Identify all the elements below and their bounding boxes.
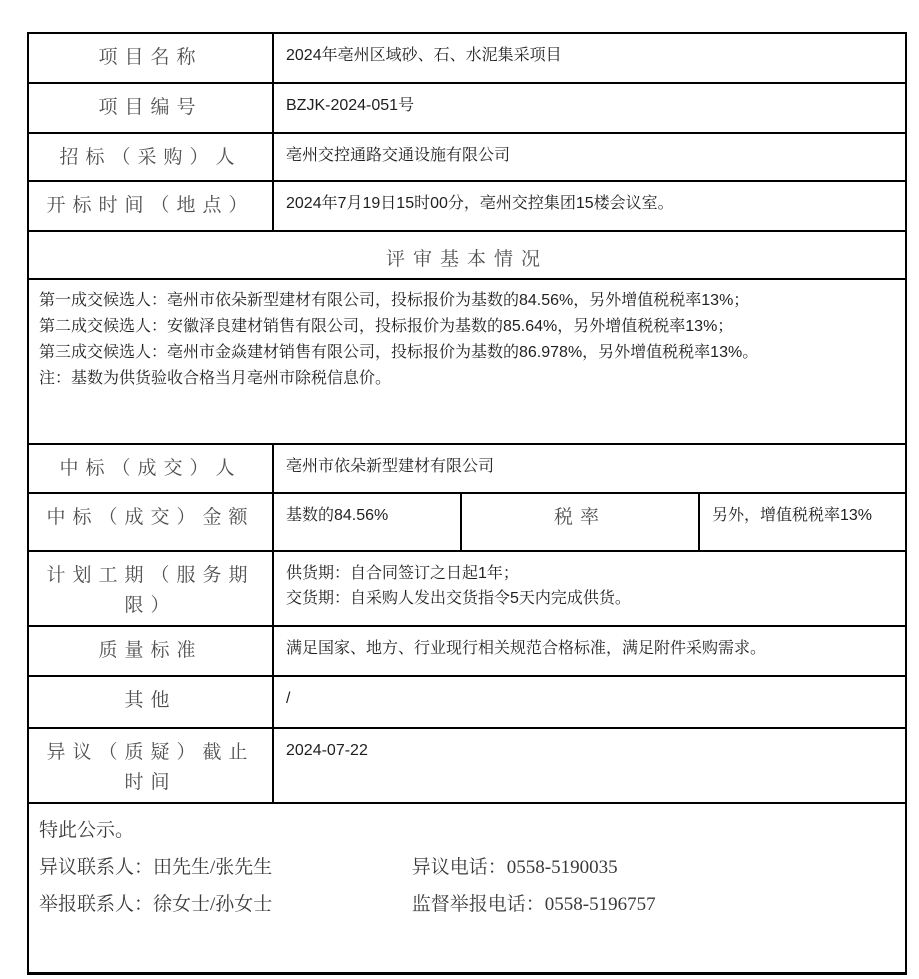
objection-contact-line (39, 849, 895, 886)
schedule-label: 计划工期（服务期限） (28, 551, 273, 626)
objection-deadline-value: 2024-07-22 (273, 728, 906, 803)
schedule-value (273, 551, 906, 626)
report-phone: 监督举报电话：0558-5196757 (411, 894, 656, 915)
row-review-header (28, 231, 906, 279)
objection-phone: 异议电话：0558-5190035 (411, 857, 618, 878)
tax-rate-label: 税率 (461, 493, 699, 551)
report-contact: 举报联系人：徐女士/孙女士 (39, 894, 273, 915)
quality-standard-label: 质量标准 (28, 626, 273, 676)
project-number-value: BZJK-2024-051号 (273, 83, 906, 133)
candidate-line-3: 第三成交候选人：亳州市金焱建材销售有限公司，投标报价为基数的86.978%，另外增值税税率13%。 (39, 344, 759, 361)
award-amount-label: 中标（成交）金额 (28, 493, 273, 551)
opening-time-place-value: 2024年7月19日15时00分，亳州交控集团15楼会议室。 (273, 181, 906, 231)
objection-contact: 异议联系人：田先生/张先生 (39, 857, 273, 878)
winner-value: 亳州市依朵新型建材有限公司 (273, 444, 906, 493)
opening-time-place-label: 开标时间（地点） (28, 181, 273, 231)
tenderer-value: 亳州交控通路交通设施有限公司 (273, 133, 906, 181)
project-name-value: 2024年亳州区域砂、石、水泥集采项目 (273, 33, 906, 83)
other-label: 其他 (28, 676, 273, 728)
review-note: 注：基数为供货验收合格当月亳州市除税信息价。 (39, 370, 392, 387)
tax-rate-value: 另外，增值税税率13% (699, 493, 906, 551)
review-section-title: 评审基本情况 (28, 231, 906, 279)
candidate-line-1: 第一成交候选人：亳州市依朵新型建材有限公司，投标报价为基数的84.56%，另外增值税税率13%； (39, 292, 750, 309)
row-quality-standard (28, 626, 906, 676)
row-tenderer (28, 133, 906, 181)
row-project-name (28, 33, 906, 83)
row-schedule (28, 551, 906, 626)
objection-deadline-label: 异议（质疑）截止时间 (28, 728, 273, 803)
bid-result-table (27, 32, 907, 975)
tenderer-label: 招标（采购）人 (28, 133, 273, 181)
other-value: / (273, 676, 906, 728)
award-amount-base: 基数的84.56% (273, 493, 461, 551)
review-body (28, 279, 906, 444)
winner-label: 中标（成交）人 (28, 444, 273, 493)
footer-block (28, 803, 906, 973)
row-other (28, 676, 906, 728)
project-name-label: 项目名称 (28, 33, 273, 83)
supply-period-line: 供货期：自合同签订之日起1年； (286, 565, 519, 582)
report-contact-line (39, 886, 895, 923)
row-objection-deadline (28, 728, 906, 803)
delivery-period-line: 交货期：自采购人发出交货指令5天内完成供货。 (286, 590, 631, 607)
row-opening-time-place (28, 181, 906, 231)
project-number-label: 项目编号 (28, 83, 273, 133)
quality-standard-value: 满足国家、地方、行业现行相关规范合格标准，满足附件采购需求。 (273, 626, 906, 676)
row-footer (28, 803, 906, 973)
row-winner (28, 444, 906, 493)
row-review-body (28, 279, 906, 444)
row-award-amount (28, 493, 906, 551)
row-project-number (28, 83, 906, 133)
announcement-notice: 特此公示。 (39, 820, 135, 841)
candidate-line-2: 第二成交候选人：安徽泽良建材销售有限公司，投标报价为基数的85.64%，另外增值税税率13%； (39, 318, 734, 335)
